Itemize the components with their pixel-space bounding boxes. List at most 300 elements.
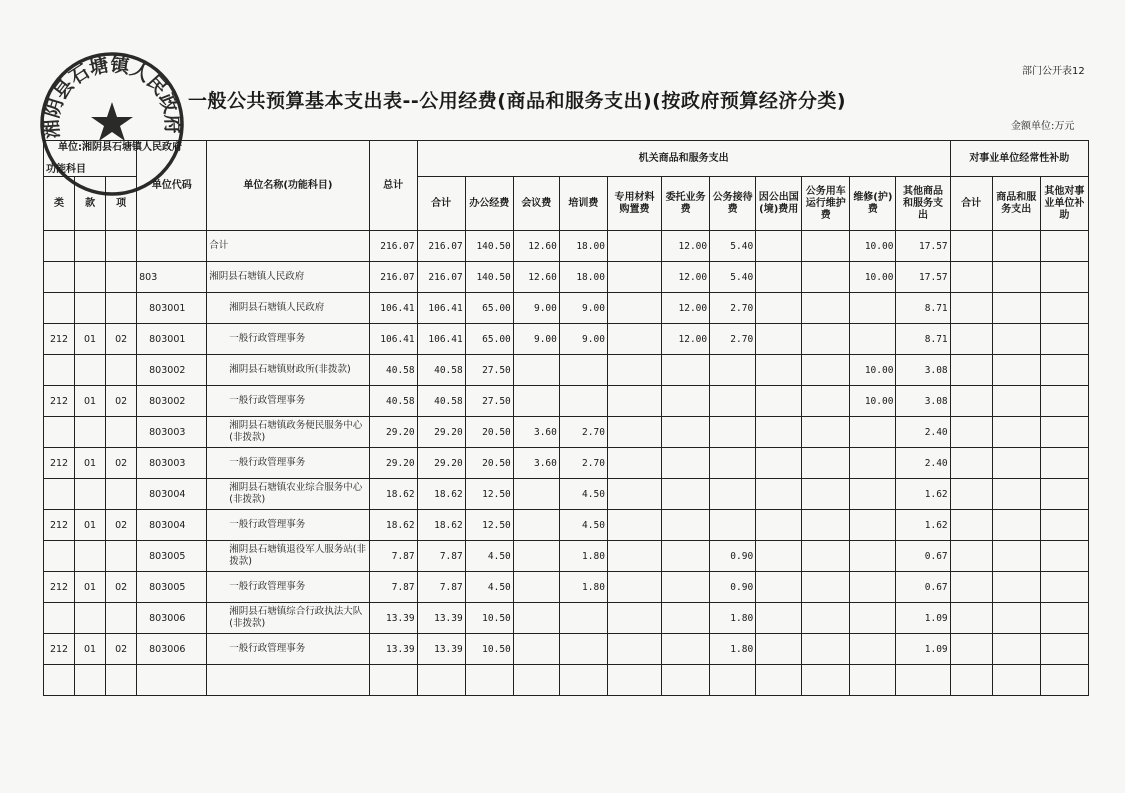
cell-shiye-goods — [992, 572, 1040, 603]
cell-unit-name: 一般行政管理事务 — [207, 448, 369, 479]
cell-unit-name: 湘阴县石塘镇综合行政执法大队(非拨款) — [207, 603, 369, 634]
cell-huiyi: 12.60 — [513, 262, 559, 293]
col-header-zhuanyong: 专用材料购置费 — [607, 177, 661, 231]
empty-cell — [992, 665, 1040, 696]
kuan-header: 款 — [75, 177, 106, 231]
cell-peixun: 2.70 — [559, 417, 607, 448]
seal-text: 湘阴县石塘镇人民政府 — [40, 53, 184, 140]
cell-weixiu — [850, 603, 896, 634]
cell-weituo — [662, 634, 710, 665]
empty-cell — [1040, 665, 1088, 696]
cell-weixiu — [850, 572, 896, 603]
cell-lei: 212 — [44, 634, 75, 665]
col-header-weituo: 委托业务费 — [662, 177, 710, 231]
cell-shiye-other — [1040, 417, 1088, 448]
cell-xiang: 02 — [106, 386, 137, 417]
cell-jiedai: 0.90 — [710, 572, 756, 603]
cell-gongche — [802, 386, 850, 417]
amount-unit-value: 万元 — [1054, 121, 1075, 132]
cell-chuguo — [756, 231, 802, 262]
cell-peixun: 2.70 — [559, 448, 607, 479]
cell-kuan: 01 — [75, 510, 106, 541]
lei-header: 类 — [44, 177, 75, 231]
cell-qita: 17.57 — [896, 231, 950, 262]
cell-zhuanyong — [607, 355, 661, 386]
budget-table — [43, 140, 1089, 696]
cell-qita: 0.67 — [896, 572, 950, 603]
cell-unit-name: 一般行政管理事务 — [207, 324, 369, 355]
cell-unit-name: 湘阴县石塘镇退役军人服务站(非拨款) — [207, 541, 369, 572]
cell-gongche — [802, 448, 850, 479]
cell-shiye-other — [1040, 634, 1088, 665]
cell-unit-name: 湘阴县石塘镇人民政府 — [207, 262, 369, 293]
cell-weituo: 12.00 — [662, 262, 710, 293]
cell-unit-name: 湘阴县石塘镇农业综合服务中心(非拨款) — [207, 479, 369, 510]
cell-heji: 40.58 — [417, 355, 465, 386]
cell-kuan — [75, 479, 106, 510]
cell-heji: 13.39 — [417, 634, 465, 665]
cell-huiyi: 3.60 — [513, 448, 559, 479]
cell-kuan: 01 — [75, 324, 106, 355]
cell-shiye-goods — [992, 231, 1040, 262]
cell-bangong: 10.50 — [465, 603, 513, 634]
cell-chuguo — [756, 510, 802, 541]
cell-zhuanyong — [607, 324, 661, 355]
cell-gongche — [802, 572, 850, 603]
cell-gongche — [802, 479, 850, 510]
cell-qita: 1.62 — [896, 510, 950, 541]
unit-code-header: 单位代码 — [137, 141, 207, 231]
cell-huiyi: 9.00 — [513, 293, 559, 324]
cell-total: 29.20 — [369, 448, 417, 479]
unit-name-header: 单位名称(功能科目) — [207, 141, 369, 231]
col-header-huiyi: 会议费 — [513, 177, 559, 231]
cell-bangong: 65.00 — [465, 293, 513, 324]
cell-jiedai — [710, 479, 756, 510]
cell-total: 216.07 — [369, 231, 417, 262]
cell-shiye-goods — [992, 293, 1040, 324]
cell-lei — [44, 231, 75, 262]
cell-unit-name: 一般行政管理事务 — [207, 572, 369, 603]
cell-zhuanyong — [607, 634, 661, 665]
cell-zhuanyong — [607, 417, 661, 448]
cell-shiye-heji — [950, 417, 992, 448]
empty-cell — [513, 665, 559, 696]
cell-qita: 17.57 — [896, 262, 950, 293]
cell-zhuanyong — [607, 293, 661, 324]
cell-shiye-goods — [992, 448, 1040, 479]
cell-peixun: 18.00 — [559, 231, 607, 262]
xiang-header: 项 — [106, 177, 137, 231]
empty-cell — [75, 665, 106, 696]
cell-unit-name: 一般行政管理事务 — [207, 386, 369, 417]
empty-cell — [559, 665, 607, 696]
cell-jiedai: 1.80 — [710, 634, 756, 665]
cell-lei: 212 — [44, 324, 75, 355]
cell-peixun — [559, 355, 607, 386]
table-row — [44, 572, 1089, 603]
cell-peixun: 4.50 — [559, 510, 607, 541]
cell-huiyi — [513, 355, 559, 386]
cell-chuguo — [756, 262, 802, 293]
table-row — [44, 510, 1089, 541]
cell-heji: 7.87 — [417, 572, 465, 603]
cell-xiang — [106, 417, 137, 448]
cell-bangong: 10.50 — [465, 634, 513, 665]
cell-lei: 212 — [44, 510, 75, 541]
cell-chuguo — [756, 572, 802, 603]
cell-heji: 18.62 — [417, 510, 465, 541]
cell-lei — [44, 479, 75, 510]
table-row — [44, 355, 1089, 386]
cell-unit-code: 803004 — [137, 479, 207, 510]
cell-zhuanyong — [607, 572, 661, 603]
amount-unit-label: 金额单位: — [1011, 121, 1055, 132]
cell-kuan — [75, 231, 106, 262]
empty-cell — [710, 665, 756, 696]
cell-weixiu — [850, 541, 896, 572]
cell-zhuanyong — [607, 479, 661, 510]
cell-shiye-goods — [992, 324, 1040, 355]
cell-kuan — [75, 417, 106, 448]
cell-shiye-heji — [950, 355, 992, 386]
cell-bangong: 4.50 — [465, 541, 513, 572]
cell-shiye-other — [1040, 541, 1088, 572]
table-body — [44, 231, 1089, 696]
cell-total: 13.39 — [369, 603, 417, 634]
col-header-heji: 合计 — [417, 177, 465, 231]
cell-kuan: 01 — [75, 448, 106, 479]
cell-peixun: 9.00 — [559, 324, 607, 355]
cell-weixiu — [850, 479, 896, 510]
cell-total: 216.07 — [369, 262, 417, 293]
cell-shiye-other — [1040, 572, 1088, 603]
cell-xiang — [106, 293, 137, 324]
cell-heji: 29.20 — [417, 448, 465, 479]
cell-unit-code: 803004 — [137, 510, 207, 541]
cell-unit-code: 803003 — [137, 448, 207, 479]
cell-shiye-other — [1040, 262, 1088, 293]
budget-table-wrap — [43, 140, 1089, 726]
jiguan-group-header: 机关商品和服务支出 — [417, 141, 950, 177]
table-row — [44, 541, 1089, 572]
cell-qita: 8.71 — [896, 293, 950, 324]
page-title: 一般公共预算基本支出表--公用经费(商品和服务支出)(按政府预算经济分类) — [188, 90, 847, 112]
cell-kuan: 01 — [75, 386, 106, 417]
table-row — [44, 448, 1089, 479]
cell-unit-code: 803 — [137, 262, 207, 293]
empty-cell — [106, 665, 137, 696]
cell-shiye-heji — [950, 324, 992, 355]
cell-unit-name: 湘阴县石塘镇人民政府 — [207, 293, 369, 324]
cell-qita: 3.08 — [896, 386, 950, 417]
cell-jiedai — [710, 386, 756, 417]
cell-shiye-heji — [950, 293, 992, 324]
cell-heji: 40.58 — [417, 386, 465, 417]
cell-qita: 2.40 — [896, 448, 950, 479]
cell-shiye-heji — [950, 541, 992, 572]
cell-heji: 216.07 — [417, 262, 465, 293]
cell-shiye-goods — [992, 479, 1040, 510]
empty-cell — [950, 665, 992, 696]
cell-unit-code: 803001 — [137, 293, 207, 324]
empty-cell — [417, 665, 465, 696]
cell-kuan — [75, 603, 106, 634]
table-row — [44, 324, 1089, 355]
cell-weituo: 12.00 — [662, 293, 710, 324]
cell-shiye-goods — [992, 603, 1040, 634]
cell-gongche — [802, 355, 850, 386]
cell-unit-code: 803005 — [137, 572, 207, 603]
cell-chuguo — [756, 479, 802, 510]
cell-peixun: 1.80 — [559, 541, 607, 572]
cell-peixun — [559, 386, 607, 417]
cell-shiye-goods — [992, 510, 1040, 541]
cell-xiang — [106, 603, 137, 634]
col-header-bangong: 办公经费 — [465, 177, 513, 231]
cell-kuan — [75, 541, 106, 572]
cell-gongche — [802, 510, 850, 541]
empty-cell — [896, 665, 950, 696]
cell-unit-code: 803006 — [137, 603, 207, 634]
cell-chuguo — [756, 417, 802, 448]
cell-lei: 212 — [44, 572, 75, 603]
cell-unit-name: 合计 — [207, 231, 369, 262]
cell-jiedai: 5.40 — [710, 262, 756, 293]
cell-shiye-heji — [950, 448, 992, 479]
cell-weituo — [662, 355, 710, 386]
cell-weituo: 12.00 — [662, 324, 710, 355]
empty-cell — [369, 665, 417, 696]
cell-heji: 106.41 — [417, 293, 465, 324]
cell-zhuanyong — [607, 448, 661, 479]
cell-kuan — [75, 262, 106, 293]
cell-unit-code: 803001 — [137, 324, 207, 355]
cell-weixiu: 10.00 — [850, 355, 896, 386]
cell-qita: 1.09 — [896, 634, 950, 665]
cell-jiedai: 5.40 — [710, 231, 756, 262]
cell-weixiu — [850, 417, 896, 448]
cell-xiang — [106, 355, 137, 386]
cell-shiye-heji — [950, 386, 992, 417]
cell-weituo — [662, 603, 710, 634]
cell-chuguo — [756, 293, 802, 324]
table-row — [44, 417, 1089, 448]
shiye-col-header-other: 其他对事业单位补助 — [1040, 177, 1088, 231]
cell-zhuanyong — [607, 541, 661, 572]
col-header-qita: 其他商品和服务支出 — [896, 177, 950, 231]
cell-chuguo — [756, 634, 802, 665]
cell-xiang: 02 — [106, 324, 137, 355]
cell-chuguo — [756, 603, 802, 634]
cell-chuguo — [756, 324, 802, 355]
cell-gongche — [802, 603, 850, 634]
empty-cell — [802, 665, 850, 696]
cell-jiedai: 2.70 — [710, 324, 756, 355]
cell-bangong: 27.50 — [465, 355, 513, 386]
cell-kuan — [75, 293, 106, 324]
cell-huiyi: 9.00 — [513, 324, 559, 355]
empty-cell — [465, 665, 513, 696]
cell-xiang — [106, 262, 137, 293]
cell-bangong: 4.50 — [465, 572, 513, 603]
cell-shiye-other — [1040, 293, 1088, 324]
cell-gongche — [802, 324, 850, 355]
cell-shiye-other — [1040, 479, 1088, 510]
cell-lei — [44, 262, 75, 293]
table-row — [44, 479, 1089, 510]
cell-unit-code: 803002 — [137, 355, 207, 386]
cell-peixun — [559, 634, 607, 665]
cell-weituo: 12.00 — [662, 231, 710, 262]
cell-unit-code: 803003 — [137, 417, 207, 448]
cell-huiyi — [513, 386, 559, 417]
cell-huiyi: 3.60 — [513, 417, 559, 448]
empty-cell — [756, 665, 802, 696]
cell-heji: 29.20 — [417, 417, 465, 448]
cell-xiang — [106, 479, 137, 510]
cell-jiedai — [710, 510, 756, 541]
cell-shiye-goods — [992, 386, 1040, 417]
cell-lei — [44, 355, 75, 386]
cell-huiyi — [513, 541, 559, 572]
cell-unit-code — [137, 231, 207, 262]
cell-heji: 7.87 — [417, 541, 465, 572]
cell-lei — [44, 603, 75, 634]
cell-huiyi — [513, 572, 559, 603]
cell-weixiu — [850, 448, 896, 479]
cell-lei: 212 — [44, 448, 75, 479]
cell-huiyi — [513, 479, 559, 510]
cell-lei: 212 — [44, 386, 75, 417]
cell-peixun: 9.00 — [559, 293, 607, 324]
cell-jiedai: 1.80 — [710, 603, 756, 634]
cell-chuguo — [756, 448, 802, 479]
cell-bangong: 20.50 — [465, 448, 513, 479]
func-subject-label: 功能科目 — [46, 164, 86, 175]
cell-bangong: 12.50 — [465, 510, 513, 541]
cell-shiye-goods — [992, 541, 1040, 572]
shiye-group-header: 对事业单位经常性补助 — [950, 141, 1088, 177]
table-row — [44, 634, 1089, 665]
page-code: 部门公开表12 — [1022, 66, 1085, 77]
cell-zhuanyong — [607, 231, 661, 262]
cell-shiye-heji — [950, 231, 992, 262]
cell-gongche — [802, 293, 850, 324]
cell-bangong: 27.50 — [465, 386, 513, 417]
cell-huiyi: 12.60 — [513, 231, 559, 262]
cell-shiye-goods — [992, 634, 1040, 665]
col-header-peixun: 培训费 — [559, 177, 607, 231]
cell-weixiu — [850, 510, 896, 541]
cell-jiedai: 2.70 — [710, 293, 756, 324]
shiye-col-header-goods: 商品和服务支出 — [992, 177, 1040, 231]
cell-weixiu — [850, 634, 896, 665]
cell-weituo — [662, 541, 710, 572]
cell-unit-code: 803005 — [137, 541, 207, 572]
empty-row — [44, 665, 1089, 696]
cell-gongche — [802, 417, 850, 448]
cell-xiang — [106, 231, 137, 262]
cell-gongche — [802, 231, 850, 262]
cell-weituo — [662, 386, 710, 417]
cell-lei — [44, 541, 75, 572]
cell-qita: 8.71 — [896, 324, 950, 355]
cell-shiye-heji — [950, 634, 992, 665]
col-header-jiedai: 公务接待费 — [710, 177, 756, 231]
star-icon — [91, 102, 133, 141]
cell-total: 106.41 — [369, 293, 417, 324]
cell-bangong: 65.00 — [465, 324, 513, 355]
cell-shiye-other — [1040, 386, 1088, 417]
col-header-weixiu: 维修(护)费 — [850, 177, 896, 231]
cell-total: 106.41 — [369, 324, 417, 355]
cell-peixun: 1.80 — [559, 572, 607, 603]
cell-peixun — [559, 603, 607, 634]
cell-gongche — [802, 262, 850, 293]
cell-qita: 0.67 — [896, 541, 950, 572]
cell-total: 40.58 — [369, 355, 417, 386]
cell-shiye-heji — [950, 572, 992, 603]
empty-cell — [207, 665, 369, 696]
cell-weituo — [662, 510, 710, 541]
cell-unit-name: 一般行政管理事务 — [207, 510, 369, 541]
cell-weixiu: 10.00 — [850, 231, 896, 262]
cell-lei — [44, 293, 75, 324]
cell-shiye-heji — [950, 479, 992, 510]
func-subject-header — [44, 141, 137, 177]
cell-unit-name: 湘阴县石塘镇政务便民服务中心(非拨款) — [207, 417, 369, 448]
cell-shiye-heji — [950, 603, 992, 634]
cell-shiye-heji — [950, 510, 992, 541]
cell-qita: 1.09 — [896, 603, 950, 634]
cell-heji: 106.41 — [417, 324, 465, 355]
col-header-gongche: 公务用车运行维护费 — [802, 177, 850, 231]
cell-xiang: 02 — [106, 634, 137, 665]
cell-peixun: 18.00 — [559, 262, 607, 293]
cell-weixiu — [850, 293, 896, 324]
cell-shiye-goods — [992, 417, 1040, 448]
cell-weituo — [662, 572, 710, 603]
empty-cell — [850, 665, 896, 696]
cell-shiye-heji — [950, 262, 992, 293]
cell-huiyi — [513, 634, 559, 665]
org-label: 单位:湘阴县石塘镇人民政府 — [58, 142, 182, 153]
cell-jiedai — [710, 448, 756, 479]
cell-qita: 2.40 — [896, 417, 950, 448]
cell-shiye-other — [1040, 603, 1088, 634]
cell-heji: 18.62 — [417, 479, 465, 510]
cell-shiye-goods — [992, 262, 1040, 293]
empty-cell — [137, 665, 207, 696]
shiye-col-header-heji: 合计 — [950, 177, 992, 231]
cell-bangong: 140.50 — [465, 231, 513, 262]
amount-unit — [1011, 117, 1074, 132]
cell-chuguo — [756, 541, 802, 572]
cell-unit-code: 803002 — [137, 386, 207, 417]
cell-unit-name: 一般行政管理事务 — [207, 634, 369, 665]
cell-total: 18.62 — [369, 510, 417, 541]
cell-kuan — [75, 355, 106, 386]
table-row — [44, 293, 1089, 324]
cell-total: 40.58 — [369, 386, 417, 417]
empty-cell — [44, 665, 75, 696]
cell-gongche — [802, 634, 850, 665]
cell-total: 13.39 — [369, 634, 417, 665]
cell-bangong: 12.50 — [465, 479, 513, 510]
cell-weixiu: 10.00 — [850, 262, 896, 293]
empty-cell — [607, 665, 661, 696]
